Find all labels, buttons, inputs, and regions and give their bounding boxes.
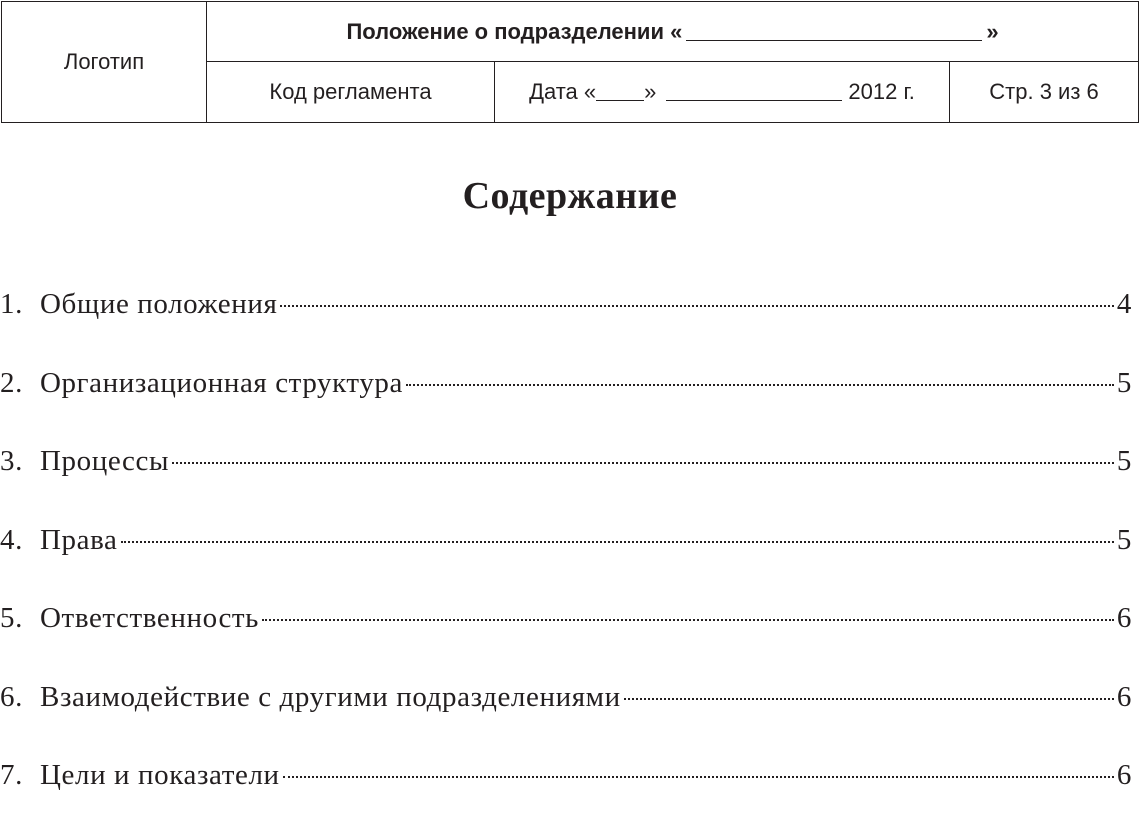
document-header-table	[1, 1, 1139, 123]
toc-item-number: 6.	[0, 680, 23, 713]
toc-item-number: 7.	[0, 759, 23, 791]
toc-item-page: 5	[1116, 366, 1132, 399]
toc-item	[0, 602, 1132, 681]
toc-item-number: 4.	[0, 523, 23, 556]
toc-leader-dots	[262, 619, 1114, 621]
toc-item-page: 5	[1116, 445, 1132, 477]
toc-item	[0, 288, 1132, 367]
toc-item-number: 5.	[0, 602, 23, 634]
toc-leader-dots	[280, 305, 1113, 307]
toc-item	[0, 681, 1132, 760]
day-blank	[596, 80, 644, 101]
document-title-prefix: Положение о подразделении «	[346, 19, 683, 44]
toc-leader-dots	[121, 541, 1114, 543]
toc-item-page: 6	[1116, 759, 1132, 791]
toc-leader-dots	[172, 462, 1114, 464]
toc-leader-dots	[283, 776, 1114, 778]
toc-leader-dots	[624, 698, 1114, 700]
date-mid: »	[644, 79, 657, 104]
toc-item-number: 1.	[0, 288, 23, 320]
logo-placeholder: Логотип	[2, 2, 207, 123]
toc-item-page: 6	[1116, 602, 1132, 634]
document-title-suffix: »	[986, 19, 999, 44]
toc-item	[0, 445, 1132, 524]
department-name-blank	[686, 18, 982, 41]
toc-item-text: Общие положения	[40, 288, 278, 320]
toc-item-text: Организационная структура	[40, 366, 403, 399]
page-info-cell: Стр. 3 из 6	[950, 62, 1139, 123]
toc-item	[0, 367, 1132, 446]
toc-list	[0, 288, 1132, 838]
toc-item	[0, 524, 1132, 603]
toc-item	[0, 759, 1132, 838]
month-blank	[666, 80, 842, 101]
toc-item-text: Взаимодействие с другими подразделениями	[40, 680, 621, 713]
document-title-cell	[207, 2, 1139, 62]
regulation-code-cell: Код регламента	[207, 62, 495, 123]
toc-title: Содержание	[462, 175, 678, 217]
toc-item-page: 6	[1116, 680, 1132, 713]
date-prefix: Дата «	[529, 79, 597, 104]
toc-item-number: 3.	[0, 445, 23, 477]
toc-item-text: Цели и показатели	[40, 759, 280, 791]
toc-item-number: 2.	[0, 366, 23, 399]
toc-item-page: 4	[1116, 288, 1132, 320]
toc-item-page: 5	[1116, 523, 1132, 556]
date-cell	[495, 62, 950, 123]
toc-item-text: Процессы	[40, 445, 170, 477]
toc-item-text: Права	[40, 523, 118, 556]
date-year: 2012 г.	[848, 79, 915, 104]
toc-item-text: Ответственность	[40, 602, 260, 634]
toc-leader-dots	[406, 384, 1114, 386]
